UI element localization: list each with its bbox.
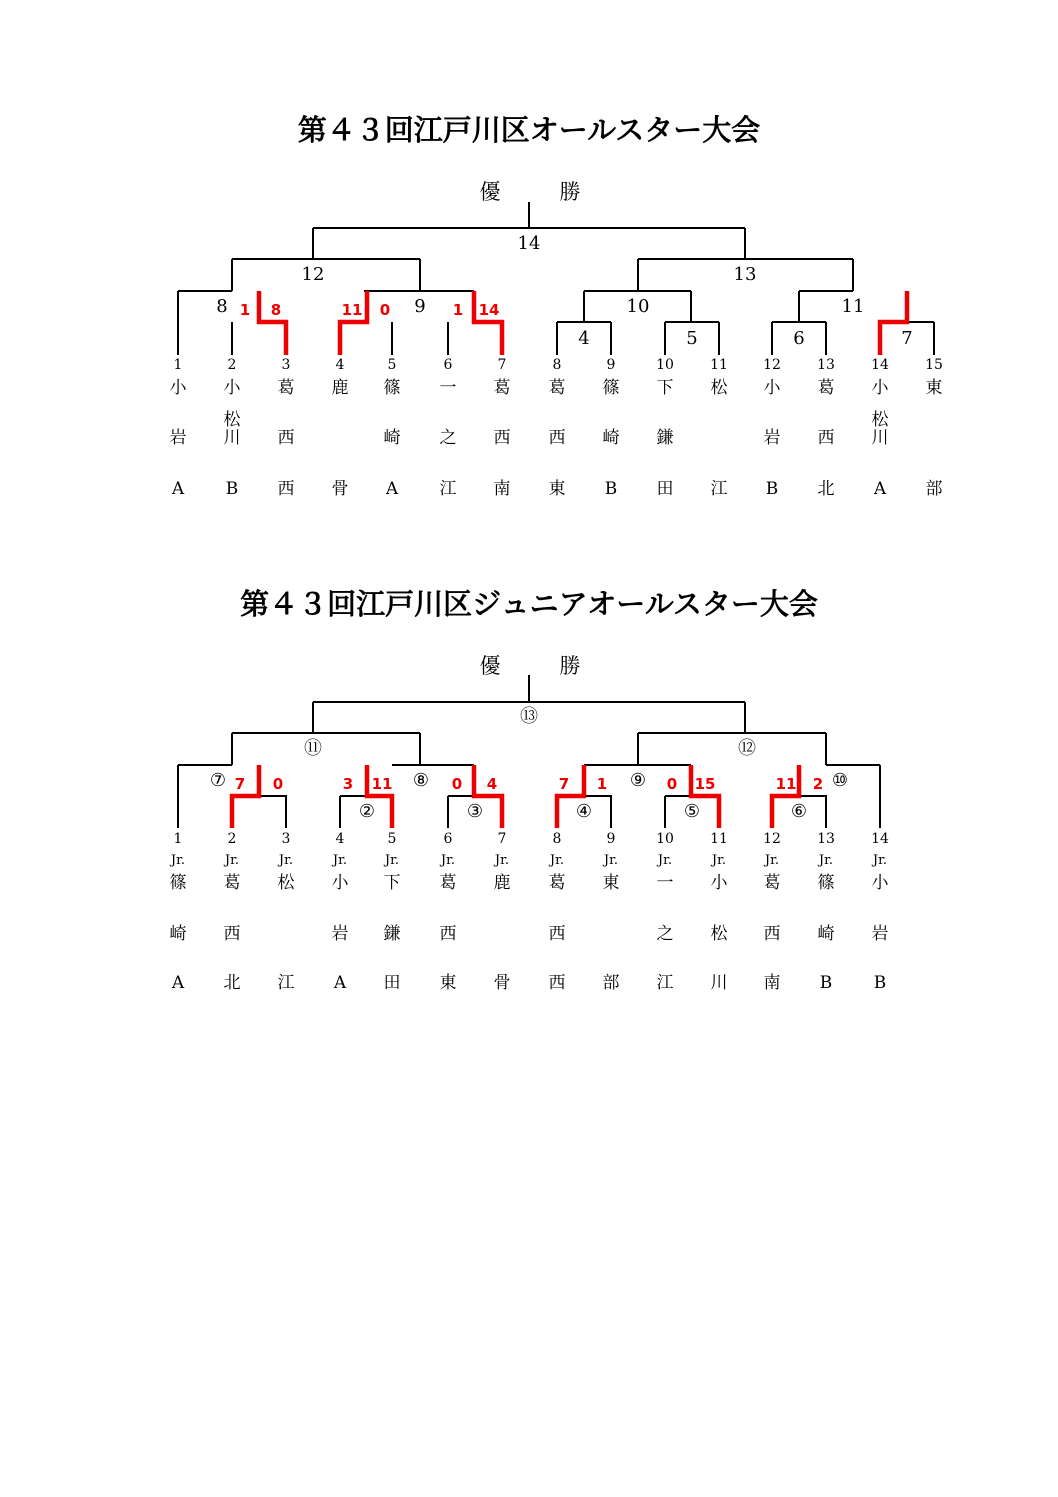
team-name-char: 篠 <box>383 378 401 398</box>
junior-prefix: Jr. <box>170 853 186 868</box>
senior-match-label: 10 <box>626 296 650 317</box>
senior-match-label: 4 <box>578 328 590 349</box>
team-name-char: 篠 <box>169 873 187 893</box>
junior-prefix: Jr. <box>711 853 727 868</box>
senior-score: 8 <box>270 301 282 319</box>
junior-prefix: Jr. <box>224 853 240 868</box>
team-name-char: 田 <box>656 479 674 499</box>
junior-prefix: Jr. <box>818 853 834 868</box>
team-name-char: 一 <box>439 378 457 398</box>
team-name-char: 松 <box>710 924 728 944</box>
team-name-char: 部 <box>602 973 620 993</box>
junior-match-label: ⑬ <box>520 706 538 727</box>
team-number: 10 <box>656 357 674 373</box>
senior-match-label: 13 <box>733 264 757 285</box>
team-name-char: 鹿 <box>331 378 349 398</box>
team-number: 2 <box>227 831 237 847</box>
team-number: 9 <box>606 357 616 373</box>
team-number: 3 <box>281 357 291 373</box>
team-name-char: 小 <box>223 378 241 398</box>
junior-champion-char-1: 優 <box>479 654 501 678</box>
team-name-char: 篠 <box>602 378 620 398</box>
senior-match-label: 9 <box>414 296 426 317</box>
senior-match-label: 6 <box>793 328 805 349</box>
team-number: 9 <box>606 831 616 847</box>
senior-match-label: 7 <box>901 328 913 349</box>
team-name-char: 崎 <box>383 428 401 448</box>
junior-match-label: ④ <box>575 801 593 822</box>
team-name-char: B <box>819 973 833 993</box>
team-name-char: 下 <box>383 873 401 893</box>
team-name-char: 川 <box>223 428 241 448</box>
team-number: 13 <box>817 357 835 373</box>
junior-score: 0 <box>451 775 463 793</box>
team-number: 14 <box>871 831 889 847</box>
junior-prefix: Jr. <box>764 853 780 868</box>
team-name-char: 川 <box>871 428 889 448</box>
team-name-char: 東 <box>925 378 943 398</box>
junior-score: 2 <box>812 775 824 793</box>
team-name-char: 小 <box>871 378 889 398</box>
team-number: 11 <box>710 357 728 373</box>
junior-prefix: Jr. <box>384 853 400 868</box>
junior-prefix: Jr. <box>603 853 619 868</box>
junior-score: 1 <box>596 775 608 793</box>
junior-match-label: ⑪ <box>304 738 322 759</box>
team-name-char: B <box>765 479 779 499</box>
team-name-char: 篠 <box>817 873 835 893</box>
team-number: 12 <box>763 831 781 847</box>
junior-prefix: Jr. <box>278 853 294 868</box>
team-name-char: 小 <box>331 873 349 893</box>
senior-match-label: 8 <box>216 296 228 317</box>
team-number: 7 <box>497 357 507 373</box>
junior-match-label: ⑫ <box>738 738 756 759</box>
junior-title: 第４３回江戸川区ジュニアオールスター大会 <box>240 587 818 621</box>
team-number: 10 <box>656 831 674 847</box>
junior-prefix: Jr. <box>657 853 673 868</box>
junior-score: 3 <box>342 775 354 793</box>
team-number: 6 <box>443 357 453 373</box>
team-name-char: 崎 <box>602 428 620 448</box>
team-name-char: 西 <box>277 479 295 499</box>
junior-score: 7 <box>558 775 570 793</box>
team-name-char: 西 <box>277 428 295 448</box>
team-name-char: B <box>604 479 618 499</box>
team-number: 4 <box>335 831 345 847</box>
senior-score: 14 <box>478 301 500 319</box>
team-name-char: 岩 <box>169 428 187 448</box>
junior-match-label: ⑩ <box>831 770 849 791</box>
senior-score: 1 <box>452 301 464 319</box>
team-number: 11 <box>710 831 728 847</box>
team-name-char: 西 <box>548 973 566 993</box>
junior-match-label: ⑧ <box>412 770 430 791</box>
senior-score: 1 <box>239 301 251 319</box>
team-name-char: B <box>873 973 887 993</box>
team-name-char: 江 <box>710 479 728 499</box>
team-name-char: 崎 <box>169 924 187 944</box>
senior-champion-char-1: 優 <box>479 180 501 204</box>
team-name-char: 東 <box>548 479 566 499</box>
junior-score: 7 <box>234 775 246 793</box>
team-name-char: 岩 <box>331 924 349 944</box>
team-name-char: 松 <box>223 410 241 430</box>
team-name-char: 鎌 <box>656 428 674 448</box>
team-number: 3 <box>281 831 291 847</box>
team-name-char: 之 <box>656 924 674 944</box>
team-name-char: 西 <box>223 924 241 944</box>
team-number: 13 <box>817 831 835 847</box>
junior-score: 15 <box>694 775 716 793</box>
team-number: 8 <box>552 357 562 373</box>
junior-match-label: ⑦ <box>209 770 227 791</box>
team-number: 14 <box>871 357 889 373</box>
junior-score: 0 <box>666 775 678 793</box>
team-name-char: 小 <box>169 378 187 398</box>
team-name-char: A <box>333 973 347 993</box>
team-name-char: 葛 <box>493 378 511 398</box>
senior-title: 第４３回江戸川区オールスター大会 <box>297 113 761 147</box>
team-name-char: 松 <box>277 873 295 893</box>
junior-prefix: Jr. <box>332 853 348 868</box>
team-number: 7 <box>497 831 507 847</box>
junior-score: 11 <box>371 775 393 793</box>
team-name-char: 南 <box>763 973 781 993</box>
team-name-char: 江 <box>277 973 295 993</box>
team-name-char: 葛 <box>277 378 295 398</box>
junior-match-label: ⑥ <box>790 801 808 822</box>
team-name-char: 葛 <box>817 378 835 398</box>
team-name-char: 部 <box>925 479 943 499</box>
team-name-char: 北 <box>817 479 835 499</box>
team-name-char: 西 <box>548 924 566 944</box>
team-name-char: 葛 <box>439 873 457 893</box>
team-number: 4 <box>335 357 345 373</box>
team-name-char: 葛 <box>548 873 566 893</box>
team-name-char: 東 <box>439 973 457 993</box>
team-name-char: A <box>171 479 185 499</box>
team-number: 15 <box>925 357 943 373</box>
senior-match-label: 12 <box>301 264 325 285</box>
team-name-char: 骨 <box>493 973 511 993</box>
team-name-char: 田 <box>383 973 401 993</box>
team-name-char: 小 <box>871 873 889 893</box>
team-number: 8 <box>552 831 562 847</box>
team-name-char: 葛 <box>548 378 566 398</box>
team-name-char: 北 <box>223 973 241 993</box>
team-name-char: 鎌 <box>383 924 401 944</box>
team-name-char: 小 <box>763 378 781 398</box>
senior-score: 11 <box>341 301 363 319</box>
junior-score: 11 <box>775 775 797 793</box>
team-name-char: 松 <box>871 410 889 430</box>
team-name-char: 一 <box>656 873 674 893</box>
team-number: 12 <box>763 357 781 373</box>
team-number: 6 <box>443 831 453 847</box>
team-name-char: 西 <box>493 428 511 448</box>
senior-champion-char-2: 勝 <box>559 180 581 204</box>
team-name-char: 江 <box>439 479 457 499</box>
team-number: 5 <box>387 831 397 847</box>
team-name-char: A <box>873 479 887 499</box>
team-number: 2 <box>227 357 237 373</box>
senior-score: 0 <box>379 301 391 319</box>
team-name-char: B <box>225 479 239 499</box>
team-name-char: 川 <box>710 973 728 993</box>
junior-match-label: ⑨ <box>629 770 647 791</box>
team-name-char: 西 <box>548 428 566 448</box>
team-name-char: 西 <box>439 924 457 944</box>
junior-score: 0 <box>272 775 284 793</box>
team-name-char: 小 <box>710 873 728 893</box>
junior-match-label: ③ <box>466 801 484 822</box>
junior-prefix: Jr. <box>872 853 888 868</box>
junior-prefix: Jr. <box>549 853 565 868</box>
team-name-char: 下 <box>656 378 674 398</box>
team-name-char: 崎 <box>817 924 835 944</box>
team-name-char: 江 <box>656 973 674 993</box>
team-name-char: 西 <box>817 428 835 448</box>
team-number: 1 <box>173 357 183 373</box>
team-number: 5 <box>387 357 397 373</box>
junior-champion-char-2: 勝 <box>559 654 581 678</box>
team-name-char: 之 <box>439 428 457 448</box>
junior-match-label: ② <box>358 801 376 822</box>
team-name-char: A <box>385 479 399 499</box>
team-name-char: 南 <box>493 479 511 499</box>
team-name-char: 骨 <box>331 479 349 499</box>
junior-score: 4 <box>486 775 498 793</box>
team-name-char: 東 <box>602 873 620 893</box>
team-number: 1 <box>173 831 183 847</box>
team-name-char: 葛 <box>763 873 781 893</box>
junior-match-label: ⑤ <box>683 801 701 822</box>
team-name-char: 葛 <box>223 873 241 893</box>
senior-match-label: 11 <box>841 296 865 317</box>
team-name-char: 鹿 <box>493 873 511 893</box>
senior-match-label: 14 <box>517 233 541 254</box>
team-name-char: 岩 <box>763 428 781 448</box>
team-name-char: 松 <box>710 378 728 398</box>
team-name-char: A <box>171 973 185 993</box>
team-name-char: 岩 <box>871 924 889 944</box>
junior-prefix: Jr. <box>440 853 456 868</box>
team-name-char: 西 <box>763 924 781 944</box>
junior-prefix: Jr. <box>494 853 510 868</box>
senior-match-label: 5 <box>686 328 698 349</box>
